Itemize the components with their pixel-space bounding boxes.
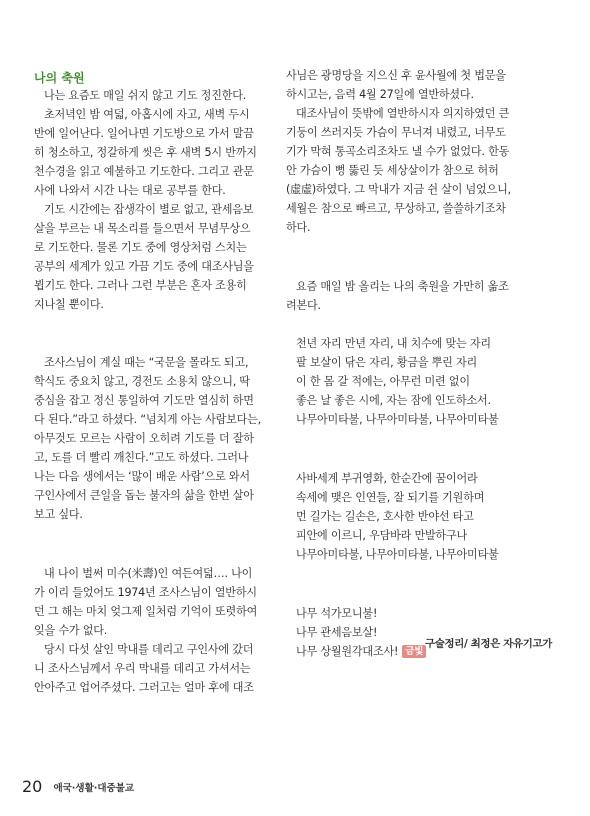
text-line: 팔 보살이 닦은 자리, 황금을 뿌린 자리 [296, 356, 478, 369]
text-line: 학식도 중요치 않고, 경전도 소용치 않으니, 딱 [34, 375, 250, 388]
text-line: 던 그 해는 마치 엊그제 일처럼 기억이 또렷하여 [34, 605, 258, 618]
text-line: 기둥이 쓰러지듯 가슴이 무너져 내렸고, 너무도 [286, 126, 506, 139]
section-heading: 나의 축원 [34, 71, 85, 85]
text-line: 살을 부르는 내 목소리를 들으면서 무념무상으 [34, 222, 251, 235]
text-line: 잊을 수가 없다. [34, 624, 108, 637]
publication-stamp: 금빛 [402, 645, 426, 658]
text-line: 지나칠 뿐이다. [34, 298, 104, 311]
text-line: 좋은 날 좋은 시에, 자는 잠에 인도하소서. [296, 394, 491, 407]
text-line: (虛虛)하였다. 그 막내가 지금 쉰 살이 넘었으니, [286, 183, 511, 196]
page-number: 20 [22, 777, 43, 796]
text-line: 조사스님이 계실 때는 “국문을 몰라도 되고, [44, 356, 249, 369]
text-line: 나무 관세음보살! [296, 626, 378, 639]
text-line: 안아주고 업어주셨다. 그러고는 얼마 후에 대조 [34, 681, 254, 694]
text-line: 사바세계 부귀영화, 한순간에 꿈이어라 [296, 472, 478, 485]
text-line: 다 된다.”라고 하셨다. “넘치게 아는 사람보다는, [34, 413, 262, 426]
page-footer [22, 776, 134, 796]
text-line: 기가 막혀 통곡소리조차도 낼 수가 없었다. 한동 [286, 145, 510, 158]
text-line: 하시고는, 음력 4월 27일에 열반하셨다. [286, 88, 474, 101]
text-line: 사님은 광명당을 지으신 후 윤사월에 첫 법문을 [286, 69, 506, 82]
text-line: 공부의 세계가 있고 가끔 기도 중에 대조사님을 [34, 260, 254, 273]
text-line: 고, 도를 더 빨리 깨친다.”고도 하셨다. 그러나 [34, 451, 249, 464]
text-line: 려본다. [286, 299, 321, 312]
text-line: 요즘 매일 밤 올리는 나의 축원을 가만히 옮조 [296, 280, 509, 293]
text-line: 반에 일어난다. 일어나면 기도방으로 가서 말끔 [34, 127, 254, 140]
text-line: 기도 시간에는 잡생각이 별로 없고, 관세음보 [44, 203, 254, 216]
text-line: 히 청소하고, 정갈하게 씻은 후 새벽 5시 반까지 [34, 146, 257, 159]
text-line: 천년 자리 만년 자리, 내 치수에 맞는 자리 [296, 337, 491, 350]
text-line: 피안에 이르니, 우담바라 만발하구나 [296, 529, 468, 542]
text-line: 나무 상월원각대조사! 금빛 [296, 645, 426, 659]
text-line: 먼 길가는 길손은, 호사한 반야선 타고 [296, 510, 474, 523]
text-line: 내 나이 벌써 미수(米壽)인 여든여덟…. 나이 [44, 567, 253, 580]
text-line: 뵙기도 한다. 그러나 그런 부분은 혼자 조용히 [34, 279, 247, 292]
text-line: 나는 다음 생에서는 ‘많이 배운 사람’으로 와서 [34, 470, 250, 483]
text-line: 나는 요즘도 매일 쉬지 않고 기도 정진한다. [44, 89, 247, 102]
text-line: 초저녁인 밤 여덟, 아홉시에 자고, 새벽 두시 [44, 108, 250, 121]
text-line: 중심을 잡고 정신 통일하여 기도만 열심히 하면 [34, 394, 254, 407]
author-credit: 구술정리/ 최정은 자유기고가 [425, 638, 552, 650]
text-line: 하다. [286, 221, 311, 234]
text-line: 안 가슴이 뻥 뚫린 듯 세상살이가 참으로 허허 [286, 164, 499, 177]
text-line: 속세에 맺은 인연들, 잘 되기를 기원하며 [296, 491, 485, 504]
text-line: 대조사님이 뜻밖에 열반하시자 의지하였던 큰 [296, 107, 510, 120]
text-line: 당시 다섯 살인 막내를 데리고 구인사에 갔더 [44, 643, 254, 656]
text-line: 나무아미타불, 나무아미타불, 나무아미타불 [296, 548, 499, 561]
text-line: 보고 싶다. [34, 508, 83, 521]
footer-label: 애국·생활·대중불교 [53, 782, 135, 794]
text-line: 아무것도 모르는 사람이 오히려 기도를 더 잘하 [34, 432, 254, 445]
text-line: 니 조사스님께서 우리 막내를 데리고 가셔서는 [34, 662, 251, 675]
text-line: 사에 나와서 시간 나는 대로 공부를 한다. [34, 184, 226, 197]
text-line: 가 이리 들었어도 1974년 조사스님이 열반하시 [34, 586, 257, 599]
text-line: 나무 석가모니불! [296, 607, 378, 620]
text-line: 천수경을 읽고 예불하고 기도한다. 그리고 관문 [34, 165, 254, 178]
text-line: 구인사에서 큰일을 돕는 불자의 삶을 한번 살아 [34, 489, 254, 502]
text-line: 나무아미타불, 나무아미타불, 나무아미타불 [296, 413, 499, 426]
text-line: 이 한 몸 갈 적에는, 아무런 미련 없이 [296, 375, 470, 388]
text-line: 세월은 참으로 빠르고, 무상하고, 쓸쓸하기조차 [286, 202, 506, 215]
text-line: 로 기도한다. 물론 기도 중에 영상처럼 스치는 [34, 241, 247, 254]
